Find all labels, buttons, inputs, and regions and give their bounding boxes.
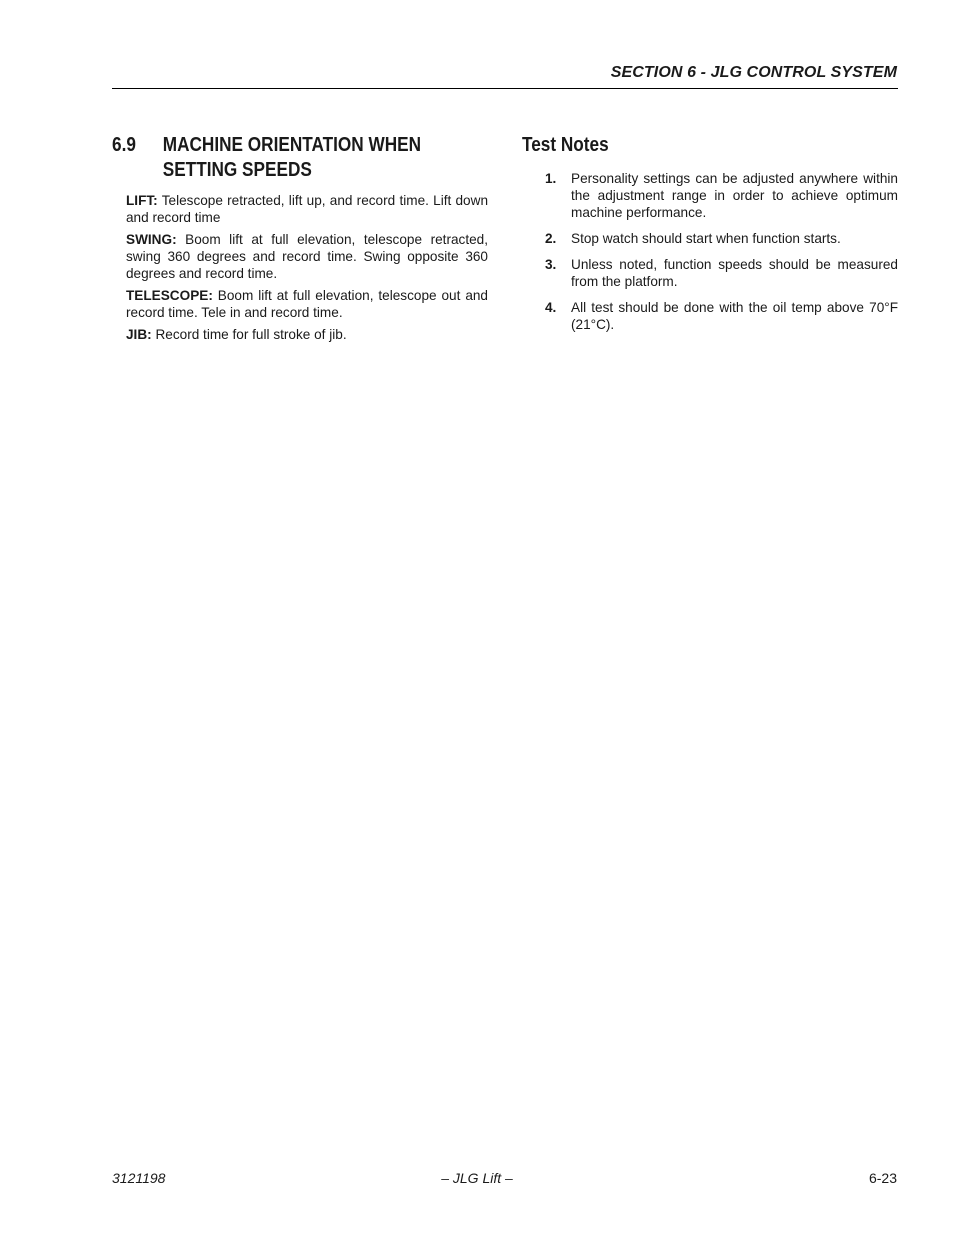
text-jib: Record time for full stroke of jib. bbox=[151, 327, 347, 342]
section-number: 6.9 bbox=[112, 134, 136, 156]
footer-brand: – JLG Lift – bbox=[441, 1170, 513, 1186]
right-column bbox=[522, 133, 898, 342]
section-header: SECTION 6 - JLG CONTROL SYSTEM bbox=[610, 64, 897, 81]
term-telescope: TELESCOPE: bbox=[126, 288, 213, 303]
section-title: MACHINE ORIENTATION WHEN SETTING SPEEDS bbox=[162, 134, 422, 181]
note-text: Stop watch should start when function starts. bbox=[571, 231, 841, 246]
header-divider bbox=[112, 88, 898, 89]
text-swing: Boom lift at full elevation, telescope retracted, swing 360 degrees and record time. Swing opposite 360 degrees and record time. bbox=[126, 232, 488, 281]
page-number: 6-23 bbox=[868, 1170, 897, 1186]
note-text: All test should be done with the oil temp above 70°F (21°C). bbox=[571, 300, 898, 332]
text-lift: Telescope retracted, lift up, and record time. Lift down and record time bbox=[126, 193, 488, 225]
note-number: 4. bbox=[545, 300, 557, 315]
term-swing: SWING: bbox=[126, 232, 177, 247]
list-item bbox=[522, 170, 898, 221]
paragraph-telescope bbox=[126, 287, 488, 321]
note-text: Unless noted, function speeds should be measured from the platform. bbox=[571, 257, 898, 289]
list-item bbox=[522, 256, 898, 290]
test-notes-list bbox=[522, 170, 898, 333]
text-telescope: Boom lift at full elevation, telescope out and record time. Tele in and record time. bbox=[126, 288, 488, 320]
term-lift: LIFT: bbox=[126, 193, 158, 208]
paragraph-swing bbox=[126, 231, 488, 282]
paragraph-jib bbox=[126, 326, 488, 343]
paragraph-lift bbox=[126, 192, 488, 226]
section-heading bbox=[112, 133, 490, 183]
test-notes-heading: Test Notes bbox=[522, 134, 609, 156]
left-column bbox=[112, 133, 490, 348]
note-number: 1. bbox=[545, 171, 557, 186]
list-item bbox=[522, 299, 898, 333]
note-text: Personality settings can be adjusted anywhere within the adjustment range in order to achieve optimum machine performance. bbox=[571, 171, 898, 220]
note-number: 2. bbox=[545, 231, 557, 246]
note-number: 3. bbox=[545, 257, 557, 272]
list-item bbox=[522, 230, 898, 247]
term-jib: JIB: bbox=[126, 327, 152, 342]
document-number: 3121198 bbox=[112, 1170, 166, 1186]
